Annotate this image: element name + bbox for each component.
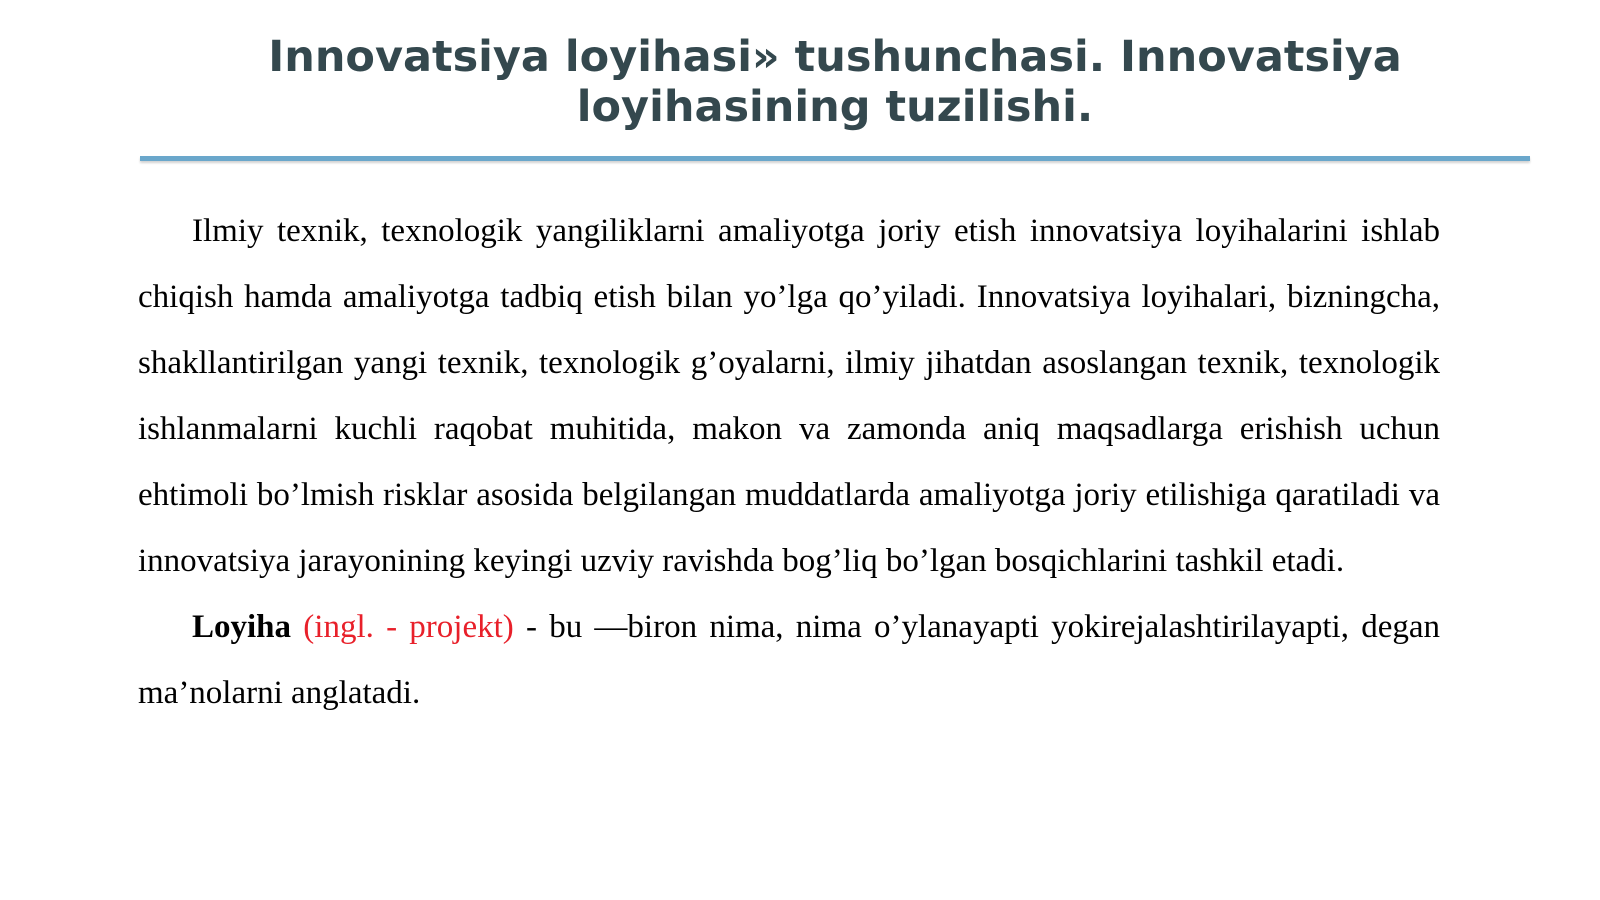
term-loyiha: Loyiha (192, 609, 292, 645)
paragraph-2 (138, 594, 1440, 726)
term-translation: (ingl. - projekt) (303, 609, 514, 645)
title-line-2: loyihasining tuzilishi. (576, 82, 1094, 132)
slide-body (138, 198, 1440, 726)
title-divider (140, 156, 1530, 161)
term-definition: - bu —biron nima, nima o’ylanayapti yokirejalashtirilayapti, degan ma’nolarni anglatadi. (138, 609, 1440, 711)
title-line-1: Innovatsiya loyihasi» tushunchasi. Innovatsiya (268, 32, 1402, 82)
slide-title (140, 32, 1530, 132)
paragraph-1: Ilmiy texnik, texnologik yangiliklarni amaliyotga joriy etish innovatsiya loyihalarini ishlab chiqish hamda amaliyotga tadbiq etish bilan yo’lga qo’yiladi. Innovatsiya loyihalari, bizningcha, shakllantirilgan yangi texnik, texnologik g’oyalarni, ilmiy jihatdan asoslangan texnik, texnologik ishlanmalarni kuchli raqobat muhitida, makon va zamonda aniq maqsadlarga erishish uchun ehtimoli bo’lmish risklar asosida belgilangan muddatlarda amaliyotga joriy etilishiga qaratiladi va innovatsiya jarayonining keyingi uzviy ravishda bog’liq bo’lgan bosqichlarini tashkil etadi. (138, 213, 1440, 579)
